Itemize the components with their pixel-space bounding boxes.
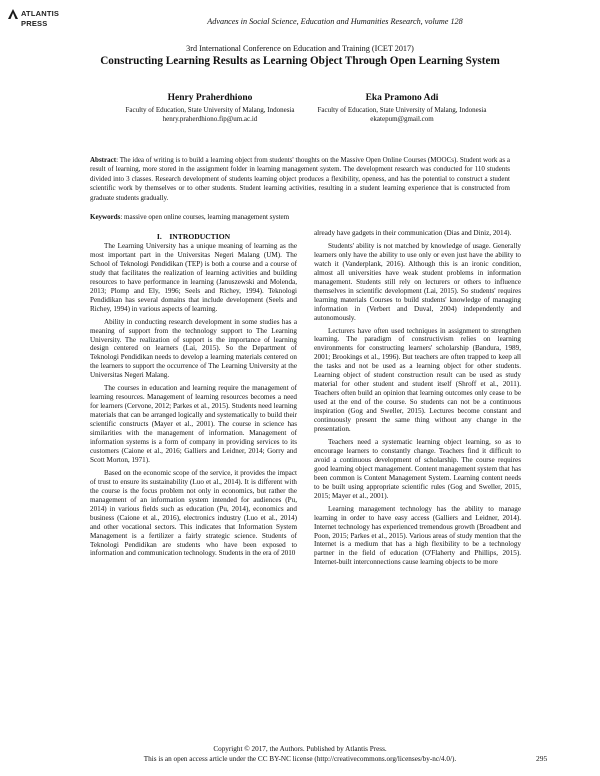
keywords: [90, 213, 510, 222]
journal-line: Advances in Social Science, Education and Humanities Research, volume 128: [207, 17, 463, 26]
copyright-line: Copyright © 2017, the Authors. Published by Atlantis Press.: [213, 745, 387, 753]
paragraph: Based on the economic scope of the service, it provides the impact of trust to ensure its sustainability (Luo et al., 2014). It is different with the course is the focus problem not only in economics, but rather the management of an information system intended for audiences (Pu, 2014) in various fields such as education (Pu, 2014), economics and business (Caione et al., 2016), electronics industry (Luo et al., 2014) and other vocational sectors. This indicates that Information System Management is a fertilizer a fairly strategic science. Students of Teknologi Pendidikan are students who have been exposed to information and communication technology. Students in the era of 2010: [90, 468, 297, 558]
page-footer: [50, 745, 550, 764]
author-email: ekatepum@gmail.com: [370, 115, 434, 123]
author-name: Eka Pramono Adi: [365, 93, 439, 103]
publisher-logo: [8, 8, 78, 38]
abstract: [90, 156, 510, 203]
right-column: [314, 229, 521, 571]
publisher-name-bottom: PRESS: [21, 19, 48, 28]
paragraph: Teachers need a systematic learning object learning, so as to encourage learners to constantly change. Teachers find it difficult to avoid a continuous development of scholarship. The course requires good learning object management. Content management system that has been common is Content Management System. Learning content needs to be built using appropriate scientific rules (Gog and Sweller, 2015, 2015; Mayer et al., 2001).: [314, 437, 521, 500]
author-name: Henry Praherdhiono: [167, 93, 253, 103]
left-column: [90, 229, 297, 562]
abstract-label: Abstract: [90, 156, 117, 164]
section-heading: I. INTRODUCTION: [156, 232, 231, 241]
author-block-1: [100, 92, 320, 124]
publisher-name: [21, 9, 59, 29]
author-block-2: [292, 92, 512, 124]
author-affiliation: Faculty of Education, State University of Malang, Indonesia: [317, 106, 487, 114]
publisher-name-top: ATLANTIS: [21, 9, 60, 18]
keywords-text: : massive open online courses, learning management system: [120, 213, 290, 221]
paragraph: Students' ability is not matched by knowledge of usage. Generally learners only have the ability to use only or even just have the ability to watch it (Vanderplank, 2016). Although this is an ironic condition, almost all universities have weak student problems in information management. Students still rely on lecturers or others to influence themselves in scientific development (Lai, 2015). So students' requires learning materials Courses to build students' knowledge of managing information in (Verbert and Duval, 2004) independently and autonomously.: [314, 241, 521, 322]
paragraph: The Learning University has a unique meaning of learning as the most important part in the Universitas Negeri Malang (UM). The School of Teknologi Pendidikan (TEP) is both a course and a course of study that facilitates the realization of learning activities and building resources to have performance in learning (Januszewski and Molenda, 2013; Plomp and Ely, 1996; Seels and Richey, 1994). Teknologi Pendidikan has several domains that include development (Seels and Richey, 1994) in various aspects of learning.: [90, 242, 297, 313]
atlantis-logo-icon: [8, 9, 18, 19]
paragraph: Learning management technology has the ability to manage learning in order to have easy access (Galliers and Leidner, 2014). Internet technology has experienced tremendous growth (Broadbent and Poon, 2015; Parkes et al., 2015). Various areas of study mention that the Internet is a medium that has a high flexibility to be a technology partner in the field of education (O'Flaherty and Phillips, 2015). Internet-built interconnections cause learning objects to be more: [314, 504, 521, 567]
keywords-label: Keywords: [90, 213, 121, 221]
paper-title: Constructing Learning Results as Learning Object Through Open Learning System: [100, 55, 500, 67]
paragraph: Lecturers have often used techniques in assignment to strengthen learning. The paradigm of constructivism relies on learning environments for constructing learners' scholarship (Bandura, 1989, 2001; Brookings et al., 1996). But teachers are often trapped to keep all the tasks and not be used as a learning object for other students. Learning object of student construction result can be used as study material for other student and student itself (Shroff et al., 2011). Teachers often build an opinion that learning outcomes only cease to be used at the end of the course. So students can not be a continuous inspiration (Gog and Sweller, 2015). Lectures become constant and continuously present the same thing without any change in the presentation.: [314, 326, 521, 434]
conference-line: 3rd International Conference on Education and Training (ICET 2017): [186, 44, 414, 53]
author-affiliation: Faculty of Education, State University of Malang, Indonesia: [125, 106, 295, 114]
paragraph: The courses in education and learning require the management of learning resources. Management of learning resources becomes a need for learners (Cervone, 2012; Parkes et al., 2015). Students need learning materials that can be arranged logically and systematically to build their scientific constructs (Mayer et al., 2001). The course in science has similarities with the management of information. Management of information systems is a form of company in providing services to its customers (Caione et al., 2016; Galliers and Leidner, 2014; Gorry and Scott Morton, 1971).: [90, 384, 297, 464]
paragraph: already have gadgets in their communication (Dias and Diniz, 2014).: [314, 229, 512, 237]
abstract-text: : The idea of writing is to build a learning object from students' thoughts on the Massive Open Online Courses (MOOCs). Student work as a result of learning, more stored in the assignment folder in learning management system. The development research was conducted for 110 students divided into 3 classes. Research development of students learning object produces a flexibility, openess, and has the potential to construct a student scientific work by themselves or to other students. Student learning activities, resulting in a student learning experience that is constructed from graduate students gradually.: [90, 156, 510, 202]
paragraph: Ability in conducting research development in some studies has a meaning of support from the technology support to The Learning University. The realization of support is the importance of learning design centered on learners (Lai, 2015). So the Department of Teknologi Pendidikan needs to develop a learning materials centered on the learners to support the occurrence of The Learning University at the Universitas Negeri Malang.: [90, 317, 297, 380]
author-email: henry.praherdhiono.fip@um.ac.id: [162, 115, 258, 123]
license-line: This is an open access article under the CC BY-NC license (http://creativecommons.org/licenses/by-nc/4.0/).: [143, 754, 457, 763]
page-number: 295: [536, 754, 548, 763]
